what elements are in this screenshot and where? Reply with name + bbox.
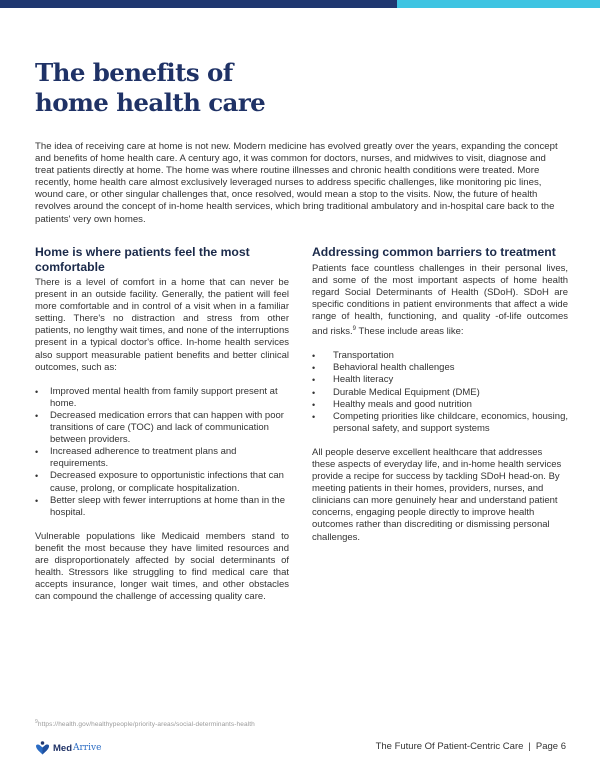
- footnote-link[interactable]: https://health.gov/healthypeople/priority-areas/social-determinants-health: [37, 721, 255, 729]
- page-title-line-2: home health care: [35, 88, 266, 117]
- heart-person-logo-icon: [35, 741, 50, 755]
- bullet-icon: •: [312, 363, 316, 374]
- list-item: [312, 362, 568, 374]
- list-item: [312, 399, 568, 411]
- bullet-icon: •: [312, 351, 316, 362]
- right-column-paragraph-1: [312, 263, 568, 339]
- footnote-number: 9: [35, 719, 38, 725]
- paragraph-text: Patients face countless challenges in their personal lives, and some of the most important aspects of home health regard Social Determinants of Health (SDoH). SDoH are specific conditions in patient environments that affect a wide range of health, functioning, and quality -of-life outcomes and risks.: [312, 262, 568, 338]
- left-column-paragraph-1: There is a level of comfort in a home that can never be present in an outside facility. Generally, the patient will feel more comfortable and in control of a visit when in a familiar setting. There's no distraction and stress from other patients, no lengthy wait times, and none of the interruptions present in a typical doctor's office. In-home health services also support measurable patient benefits and better clinical outcomes, such as:: [35, 277, 289, 373]
- logo-text-arrive: Arrive: [73, 743, 102, 753]
- list-item: [35, 410, 289, 446]
- list-item-text: Transportation: [333, 350, 394, 362]
- footnote-reference: 9: [352, 325, 356, 332]
- list-item: [312, 350, 568, 362]
- list-item-text: Better sleep with fewer interruptions at home than in the hospital.: [50, 494, 285, 518]
- left-column: [35, 245, 289, 603]
- bullet-icon: •: [312, 387, 316, 398]
- page-footer: [376, 741, 566, 752]
- list-item-text: Durable Medical Equipment (DME): [333, 386, 480, 398]
- page-title: [35, 58, 265, 118]
- page-title-line-1: The benefits of: [35, 58, 233, 87]
- bullet-icon: •: [312, 375, 316, 386]
- right-column-heading: Addressing common barriers to treatment: [312, 245, 556, 259]
- list-item: [35, 495, 289, 519]
- list-item: [312, 374, 568, 386]
- bullet-icon: •: [312, 411, 316, 422]
- top-accent-bar: [0, 0, 600, 8]
- footer-separator: |: [528, 741, 531, 752]
- list-item-text: Improved mental health from family support present at home.: [50, 385, 278, 409]
- list-item: [312, 387, 568, 399]
- logo-text-med: Med: [53, 742, 72, 754]
- list-item-text: Decreased medication errors that can happen with poor transitions of care (TOC) and lack of communication between providers.: [50, 409, 284, 446]
- list-item: [35, 470, 289, 494]
- bullet-icon: •: [35, 410, 39, 421]
- list-item-text: Health literacy: [333, 374, 394, 386]
- left-column-paragraph-2: Vulnerable populations like Medicaid members stand to benefit the most because they have limited resources and are disproportionately affected by social determinants of health. Stressors like struggling to find medical care that accepts insurance, longer wait times, and other obstacles can compound the challenge of accessing quality care.: [35, 530, 289, 603]
- intro-paragraph: The idea of receiving care at home is not new. Modern medicine has evolved greatly over the years, expanding the concept and benefits of home health care. A century ago, it was common for doctors, nurses, and midwives to visit, diagnose and treat patients directly at home. The home was where routine illnesses and chronic health conditions were treated. More recently, home health care almost exclusively leveraged nurses to address specific challenges, like monitoring pic lines, wound care, or other singular challenges that, once resolved, would mean a stop to the visits. Now, the future of health revolves around the concept of in-home health services, which bring traditional ambulatory and in-hospital care back to the patients' very own homes.: [35, 141, 558, 225]
- benefits-list: [35, 386, 289, 519]
- top-bar-cyan-segment: [397, 0, 600, 8]
- right-column-paragraph-2: All people deserve excellent healthcare that addresses these aspects of everyday life, and in-home health services provide a recipe for success by tackling SDoH head-on. By meeting patients in their homes, providers, nurses, and clinicians can more genuinely hear and understand patient concerns, engaging people directly to improve health outcomes rather than discrediting or dismissing personal challenges.: [312, 446, 562, 543]
- bullet-icon: •: [35, 447, 39, 458]
- page-number: Page 6: [535, 741, 566, 752]
- right-column: [312, 245, 568, 544]
- list-item-text: Increased adherence to treatment plans and requirements.: [50, 446, 237, 470]
- list-item: [35, 446, 289, 470]
- document-title: The Future Of Patient-Centric Care: [375, 741, 524, 752]
- list-item: [312, 411, 568, 435]
- bullet-icon: •: [312, 399, 316, 410]
- top-bar-navy-segment: [0, 0, 397, 8]
- bullet-icon: •: [35, 471, 39, 482]
- bullet-icon: •: [35, 495, 39, 506]
- list-item-text: Healthy meals and good nutrition: [333, 398, 472, 410]
- left-column-heading: Home is where patients feel the most comfortable: [35, 245, 250, 274]
- list-item-text: Competing priorities like childcare, economics, housing, personal safety, and support systems: [333, 410, 568, 434]
- footnote: [35, 719, 255, 728]
- list-item-text: Decreased exposure to opportunistic infections that can cause, prolong, or complicate hospitalization.: [50, 470, 284, 494]
- list-item-text: Behavioral health challenges: [333, 362, 455, 374]
- list-item: [35, 386, 289, 410]
- sdoh-list: [312, 350, 568, 435]
- bullet-icon: •: [35, 386, 39, 397]
- medarrive-logo: [35, 741, 101, 755]
- paragraph-text-tail: These include areas like:: [356, 326, 464, 338]
